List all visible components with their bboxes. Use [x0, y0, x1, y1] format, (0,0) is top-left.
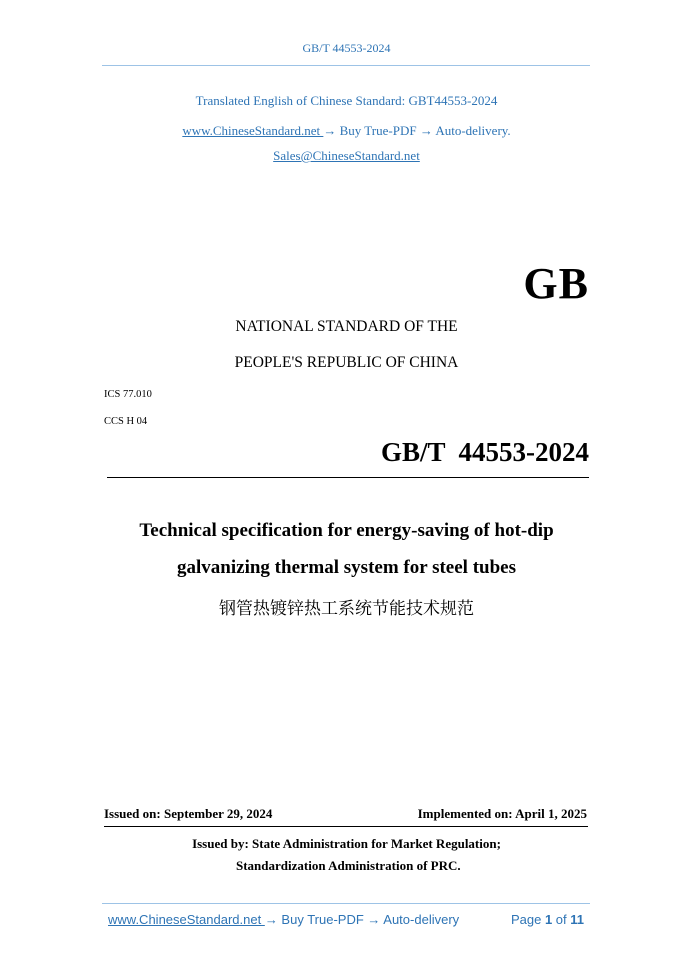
title-cn: 钢管热镀锌热工系统节能技术规范: [219, 599, 474, 618]
issued-on: Issued on: September 29, 2024: [104, 806, 273, 821]
ics-code: ICS 77.010: [104, 389, 152, 400]
page-total: 11: [570, 912, 584, 927]
page-of: of: [552, 912, 571, 927]
footer-delivery-text: Auto-delivery: [380, 912, 460, 927]
issued-by-line-1: Issued by: State Administration for Market Regulation;: [192, 836, 501, 851]
standard-number-rule: [107, 477, 589, 478]
auto-delivery-text: Auto-delivery.: [432, 123, 511, 138]
standard-number: GB/T 44553-2024: [380, 437, 589, 467]
ccs-code: CCS H 04: [104, 416, 148, 427]
footer-buy-text: Buy True-PDF: [277, 912, 368, 927]
page-current: 1: [544, 912, 553, 927]
arrow-right-icon: →: [367, 912, 381, 927]
title-en-line-1: Technical specification for energy-saving of hot-dip: [139, 520, 554, 541]
website-link[interactable]: www.ChineseStandard.net: [182, 123, 324, 138]
issued-by-line-2: Standardization Administration of PRC.: [236, 858, 461, 873]
gb-logo: GB: [523, 259, 589, 308]
national-standard-line-1: NATIONAL STANDARD OF THE: [235, 318, 458, 335]
promo-line: [0, 123, 693, 139]
footer-website-link[interactable]: www.ChineseStandard.net: [108, 912, 265, 927]
footer-divider: [102, 903, 590, 904]
national-standard-line-2: PEOPLE'S REPUBLIC OF CHINA: [234, 354, 459, 371]
sales-email-link[interactable]: Sales@ChineseStandard.net: [273, 148, 420, 163]
page-indicator: [511, 912, 584, 927]
header-divider: [102, 65, 590, 66]
title-en-line-2: galvanizing thermal system for steel tubes: [177, 557, 516, 578]
dates-rule: [104, 826, 588, 827]
arrow-right-icon: →: [419, 123, 433, 138]
translated-line: Translated English of Chinese Standard: GBT44553-2024: [195, 93, 498, 108]
email-line: [0, 148, 693, 164]
buy-true-pdf-text: Buy True-PDF: [336, 123, 420, 138]
page-label: Page: [510, 912, 545, 927]
footer-promo: [108, 912, 459, 927]
implemented-on: Implemented on: April 1, 2025: [417, 806, 587, 821]
arrow-right-icon: →: [264, 912, 278, 927]
arrow-right-icon: →: [323, 123, 337, 138]
running-header: GB/T 44553-2024: [302, 41, 391, 55]
